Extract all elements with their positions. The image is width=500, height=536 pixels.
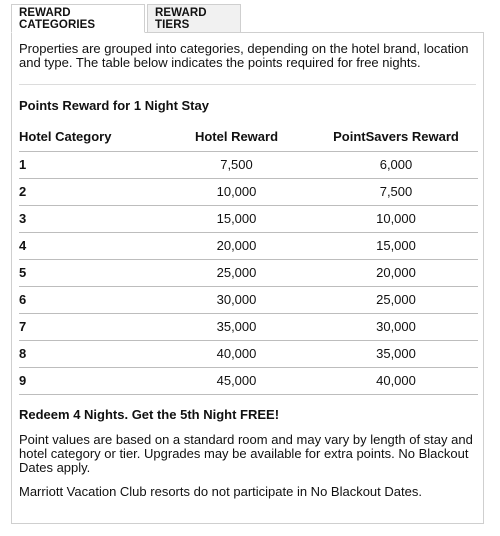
- pointsavers-reward-cell: 6,000: [314, 151, 478, 178]
- hotel-reward-cell: 45,000: [159, 367, 314, 394]
- pointsavers-reward-cell: 30,000: [314, 313, 478, 340]
- pointsavers-reward-cell: 10,000: [314, 205, 478, 232]
- section-title: Points Reward for 1 Night Stay: [19, 98, 209, 113]
- category-cell: 9: [19, 367, 159, 394]
- table-header-row: [19, 123, 478, 151]
- reward-categories-panel: [11, 32, 484, 524]
- point-values-note: Point values are based on a standard room and may vary by length of stay and hotel category or tier. Upgrades may be available for extra points. No Blackout Dates apply.: [19, 432, 473, 475]
- promo-text: Redeem 4 Nights. Get the 5th Night FREE!: [19, 407, 280, 422]
- hotel-reward-cell: 40,000: [159, 340, 314, 367]
- pointsavers-reward-cell: 20,000: [314, 259, 478, 286]
- pointsavers-reward-cell: 15,000: [314, 232, 478, 259]
- header-pointsavers-reward: PointSavers Reward: [314, 123, 478, 151]
- hotel-reward-cell: 35,000: [159, 313, 314, 340]
- header-hotel-reward: Hotel Reward: [159, 123, 314, 151]
- hotel-reward-cell: 7,500: [159, 151, 314, 178]
- category-cell: 1: [19, 151, 159, 178]
- table-row: [19, 367, 478, 394]
- category-cell: 4: [19, 232, 159, 259]
- table-row: [19, 313, 478, 340]
- category-cell: 3: [19, 205, 159, 232]
- intro-text: Properties are grouped into categories, depending on the hotel brand, location and type. The table below indicates the points required for free nights.: [19, 41, 469, 70]
- table-row: [19, 178, 478, 205]
- tab-bar: [11, 4, 241, 33]
- table-row: [19, 340, 478, 367]
- hotel-reward-cell: 20,000: [159, 232, 314, 259]
- table-row: [19, 205, 478, 232]
- header-hotel-category: Hotel Category: [19, 123, 159, 151]
- hotel-reward-cell: 15,000: [159, 205, 314, 232]
- category-cell: 7: [19, 313, 159, 340]
- table-row: [19, 259, 478, 286]
- pointsavers-reward-cell: 25,000: [314, 286, 478, 313]
- hotel-reward-cell: 25,000: [159, 259, 314, 286]
- hotel-reward-cell: 10,000: [159, 178, 314, 205]
- category-cell: 2: [19, 178, 159, 205]
- divider: [19, 84, 476, 85]
- category-cell: 5: [19, 259, 159, 286]
- pointsavers-reward-cell: 7,500: [314, 178, 478, 205]
- vacation-club-note: Marriott Vacation Club resorts do not participate in No Blackout Dates.: [19, 484, 422, 499]
- tab-reward-tiers[interactable]: REWARD TIERS: [147, 4, 241, 33]
- hotel-reward-cell: 30,000: [159, 286, 314, 313]
- tab-reward-categories[interactable]: REWARD CATEGORIES: [11, 4, 145, 33]
- category-cell: 8: [19, 340, 159, 367]
- points-table: [19, 123, 478, 395]
- pointsavers-reward-cell: 40,000: [314, 367, 478, 394]
- table-row: [19, 286, 478, 313]
- pointsavers-reward-cell: 35,000: [314, 340, 478, 367]
- table-row: [19, 151, 478, 178]
- category-cell: 6: [19, 286, 159, 313]
- table-row: [19, 232, 478, 259]
